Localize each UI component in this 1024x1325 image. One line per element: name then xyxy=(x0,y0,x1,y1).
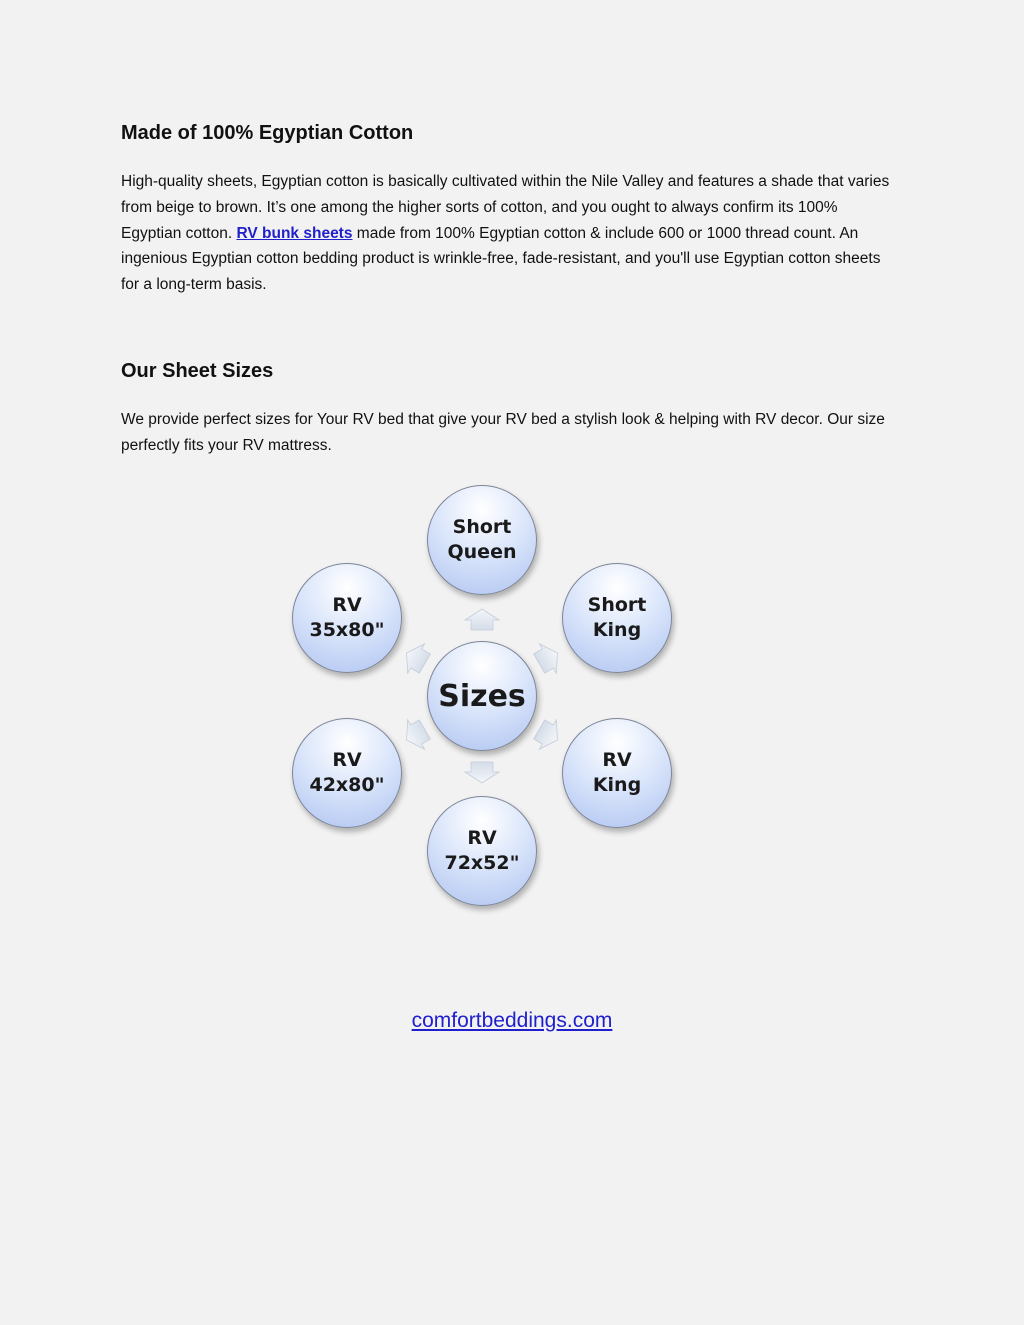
center-node-label: Sizes xyxy=(438,678,526,714)
arrow-to-rv-72x52 xyxy=(465,762,499,783)
node-label-line1: RV xyxy=(332,749,362,771)
node-short-queen xyxy=(427,485,537,595)
node-label-line2: 72x52" xyxy=(444,852,520,874)
heading-egyptian-cotton: Made of 100% Egyptian Cotton xyxy=(121,122,414,144)
node-rv-35x80 xyxy=(292,563,402,673)
node-label-line1: Short xyxy=(587,594,647,616)
node-rv-42x80 xyxy=(292,718,402,828)
arrow-to-short-queen xyxy=(465,609,499,630)
node-short-king xyxy=(562,563,672,673)
node-label-line1: RV xyxy=(602,749,632,771)
arrow-to-short-king xyxy=(531,638,566,678)
node-label-line2: 35x80" xyxy=(309,619,385,641)
node-label-line1: Short xyxy=(452,516,512,538)
rv-bunk-sheets-link[interactable]: RV bunk sheets xyxy=(236,224,353,242)
heading-sheet-sizes: Our Sheet Sizes xyxy=(121,360,274,382)
comfortbeddings-link[interactable]: comfortbeddings.com xyxy=(411,1009,613,1032)
arrow-to-rv-35x80 xyxy=(398,638,433,678)
paragraph-text-before-link: High-quality sheets, Egyptian cotton is basically cultivated within the Nile Valley and features a shade that varies from beige to brown. It’s one among the higher sorts of cotton, and you ought to always confirm its 100% Egyptian cotton. xyxy=(121,173,890,242)
node-rv-72x52 xyxy=(427,796,537,906)
node-label-line1: RV xyxy=(332,594,362,616)
paragraph-text-after-link: made from 100% Egyptian cotton & include 600 or 1000 thread count. An ingenious Egyptian cotton bedding product is wrinkle-free, fade-resistant, and you'll use Egyptian cotton sheets for a long-term basis. xyxy=(121,224,881,294)
paragraph-sheet-sizes: We provide perfect sizes for Your RV bed that give your RV bed a stylish look & helping with RV decor. Our size perfectly fits your RV mattress. xyxy=(121,411,885,454)
center-node-sizes xyxy=(427,641,537,751)
node-rv-king xyxy=(562,718,672,828)
node-label-line2: King xyxy=(592,619,642,641)
arrow-to-rv-king xyxy=(531,715,566,755)
arrow-to-rv-42x80 xyxy=(398,715,433,755)
node-label-line1: RV xyxy=(467,827,497,849)
node-label-line2: King xyxy=(592,774,642,796)
node-label-line2: Queen xyxy=(447,541,517,563)
node-label-line2: 42x80" xyxy=(309,774,385,796)
paragraph-egyptian-cotton xyxy=(121,169,901,298)
